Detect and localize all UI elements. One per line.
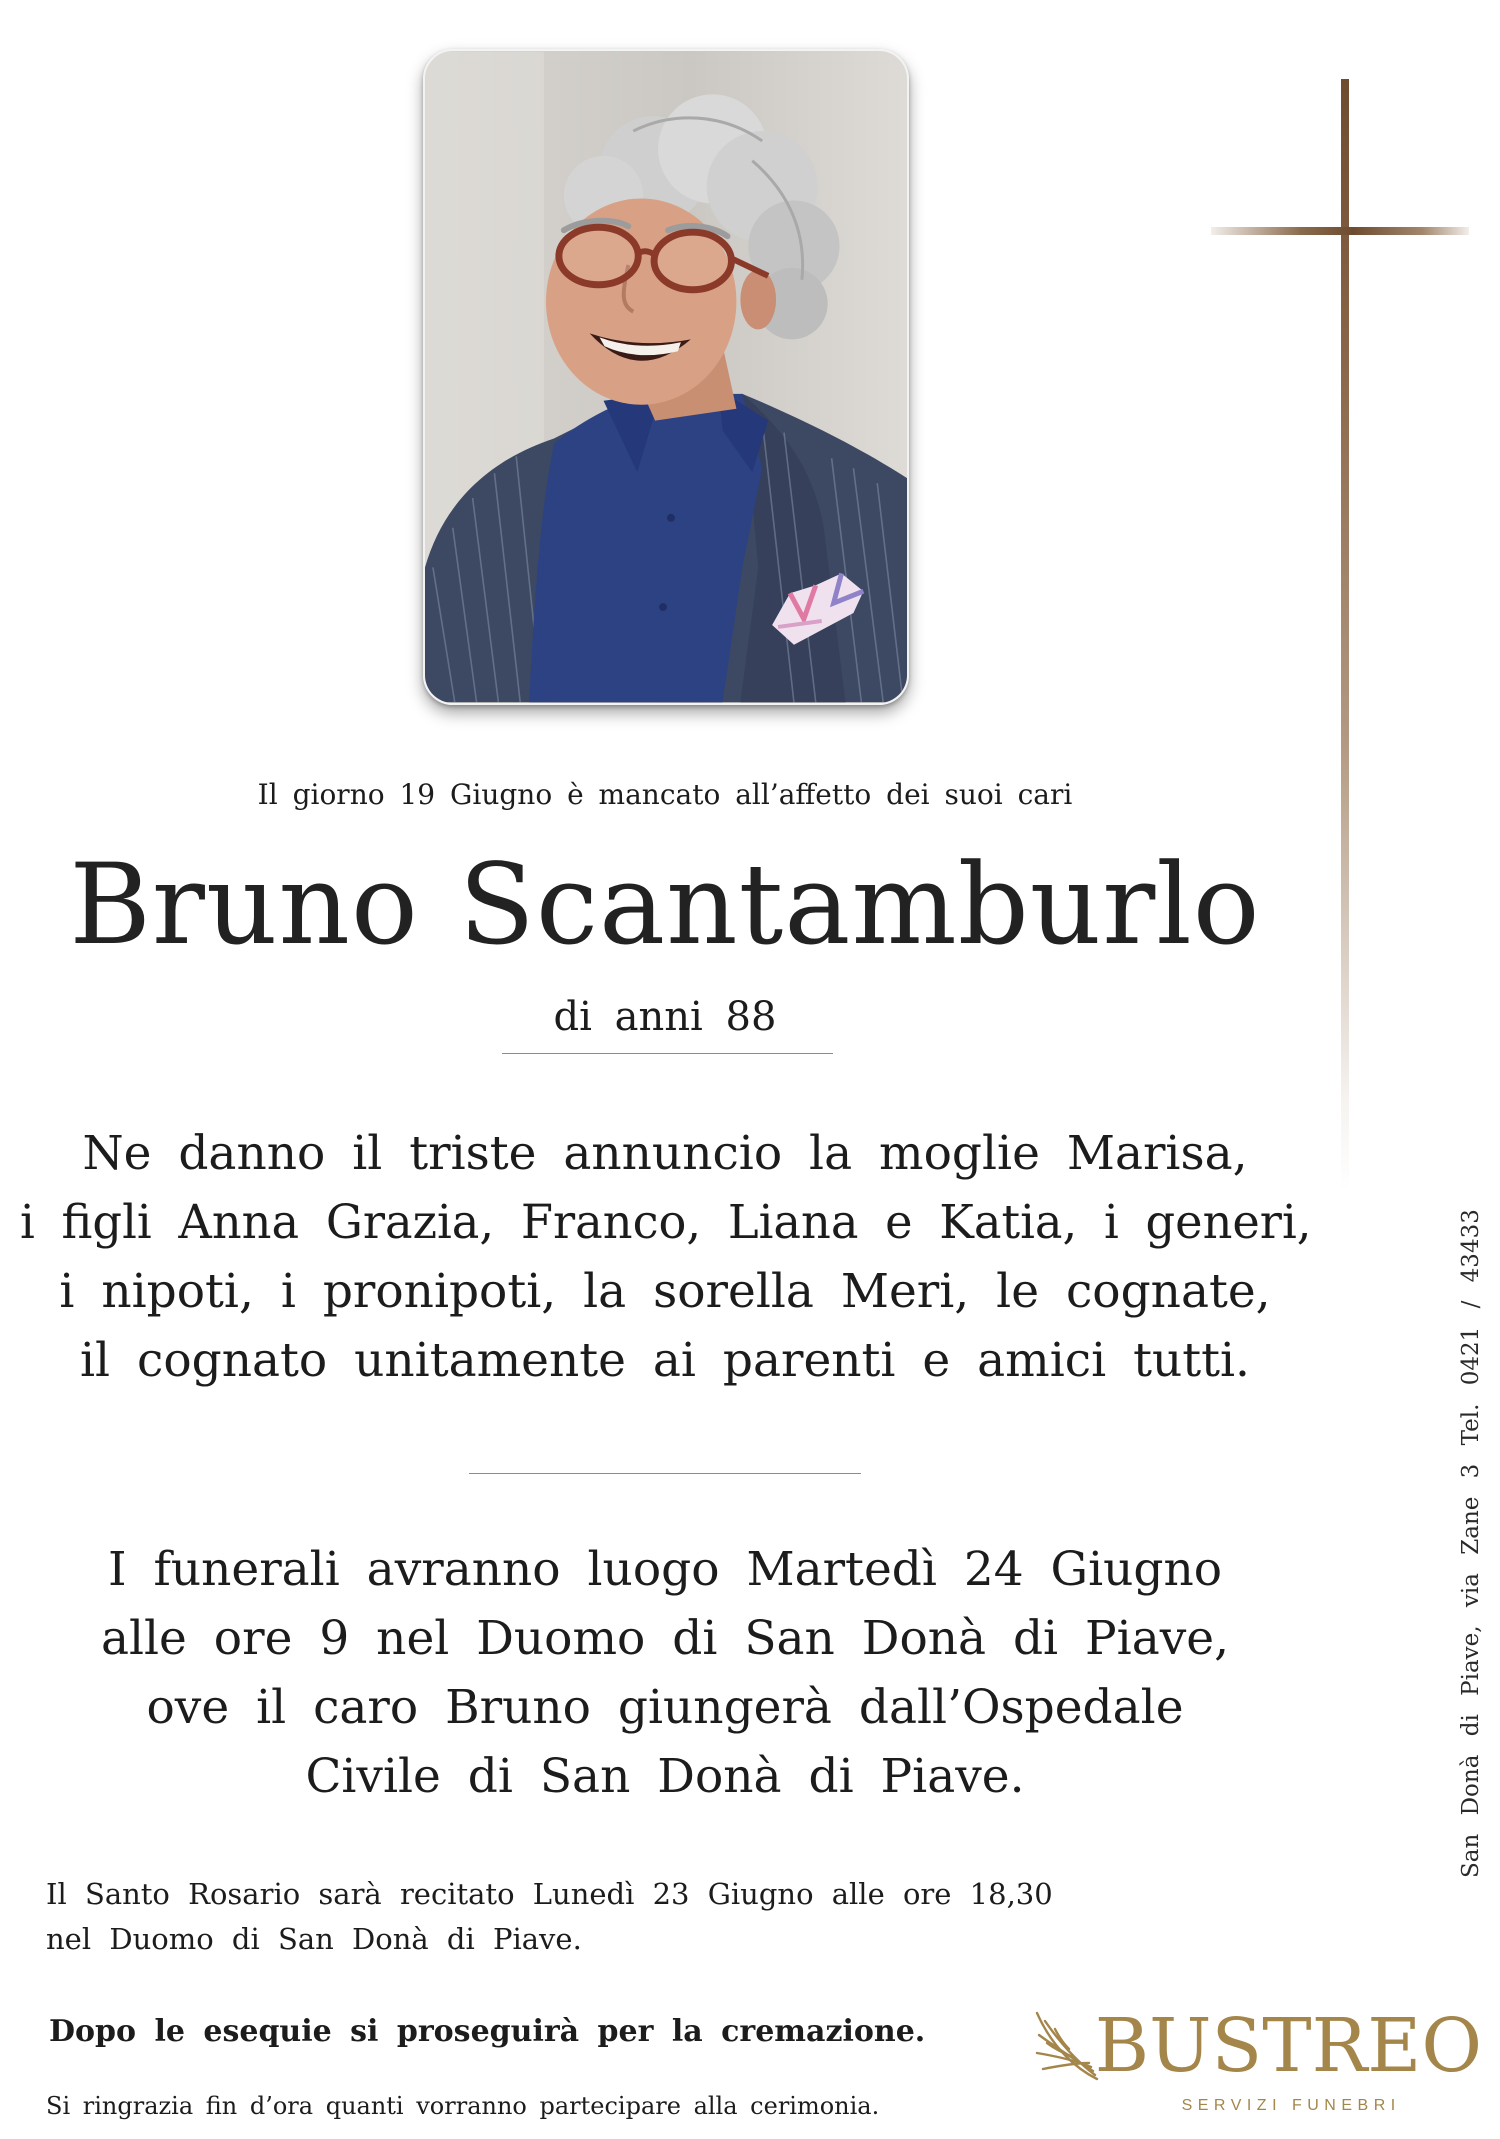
funeral-line: I funerali avranno luogo Martedì 24 Giugno: [107, 1542, 1223, 1597]
funeral-line: Civile di San Donà di Piave.: [305, 1749, 1025, 1804]
agency-logo: [1033, 2003, 1482, 2117]
funeral-line: ove il caro Bruno giungerà dall’Ospedale: [146, 1680, 1184, 1735]
announcement-line: Ne danno il triste annuncio la moglie Marisa,: [82, 1126, 1248, 1181]
age-text: [20, 992, 1310, 1042]
cremation-note: [49, 2010, 1049, 2054]
announcement-line: il cognato unitamente ai parenti e amici tutti.: [80, 1333, 1250, 1388]
age-underline: [502, 1053, 833, 1054]
cross-vertical-bar: [1341, 79, 1349, 1191]
intro-line: Il giorno 19 Giugno è mancato all’affetto dei suoi cari: [257, 778, 1073, 811]
portrait-image: [425, 51, 907, 703]
funeral-line: alle ore 9 nel Duomo di San Donà di Piave,: [100, 1611, 1230, 1666]
age-line: di anni 88: [553, 994, 777, 1040]
announcement-line: i figli Anna Grazia, Franco, Liana e Katia, i generi,: [20, 1195, 1312, 1249]
rosary-line: nel Duomo di San Donà di Piave.: [46, 1922, 582, 1956]
announcement-paragraph: [20, 1119, 1310, 1395]
thanks-text: [46, 2089, 1046, 2123]
announcement-line: i nipoti, i pronipoti, la sorella Meri, le cognate,: [59, 1264, 1271, 1319]
wing-icon: [1033, 2007, 1099, 2083]
logo-text: [1095, 2003, 1482, 2117]
cross-horizontal-bar: [1211, 227, 1469, 235]
name-line: [69, 841, 1260, 971]
logo-tagline: SERVIZI FUNEBRI: [1181, 2097, 1401, 2114]
thanks-line: Si ringrazia fin d’ora quanti vorranno partecipare alla cerimonia.: [46, 2092, 880, 2120]
portrait-photo: [423, 49, 909, 705]
rosary-line: Il Santo Rosario sarà recitato Lunedì 23 Giugno alle ore 18,30: [46, 1877, 1053, 1911]
logo-wordmark: BUSTREO: [1094, 2003, 1482, 2089]
cremation-line: Dopo le esequie si proseguirà per la cremazione.: [49, 2014, 926, 2049]
deceased-name: [20, 841, 1310, 971]
first-name: Bruno: [69, 841, 419, 970]
section-divider: [469, 1473, 861, 1474]
rosary-text: [46, 1872, 1136, 1962]
funeral-paragraph: [20, 1535, 1310, 1811]
last-name: Scantamburlo: [458, 841, 1261, 970]
intro-text: [20, 773, 1310, 817]
agency-address: San Donà di Piave, via Zane 3 Tel. 0421 / 43433: [1458, 1209, 1484, 1878]
